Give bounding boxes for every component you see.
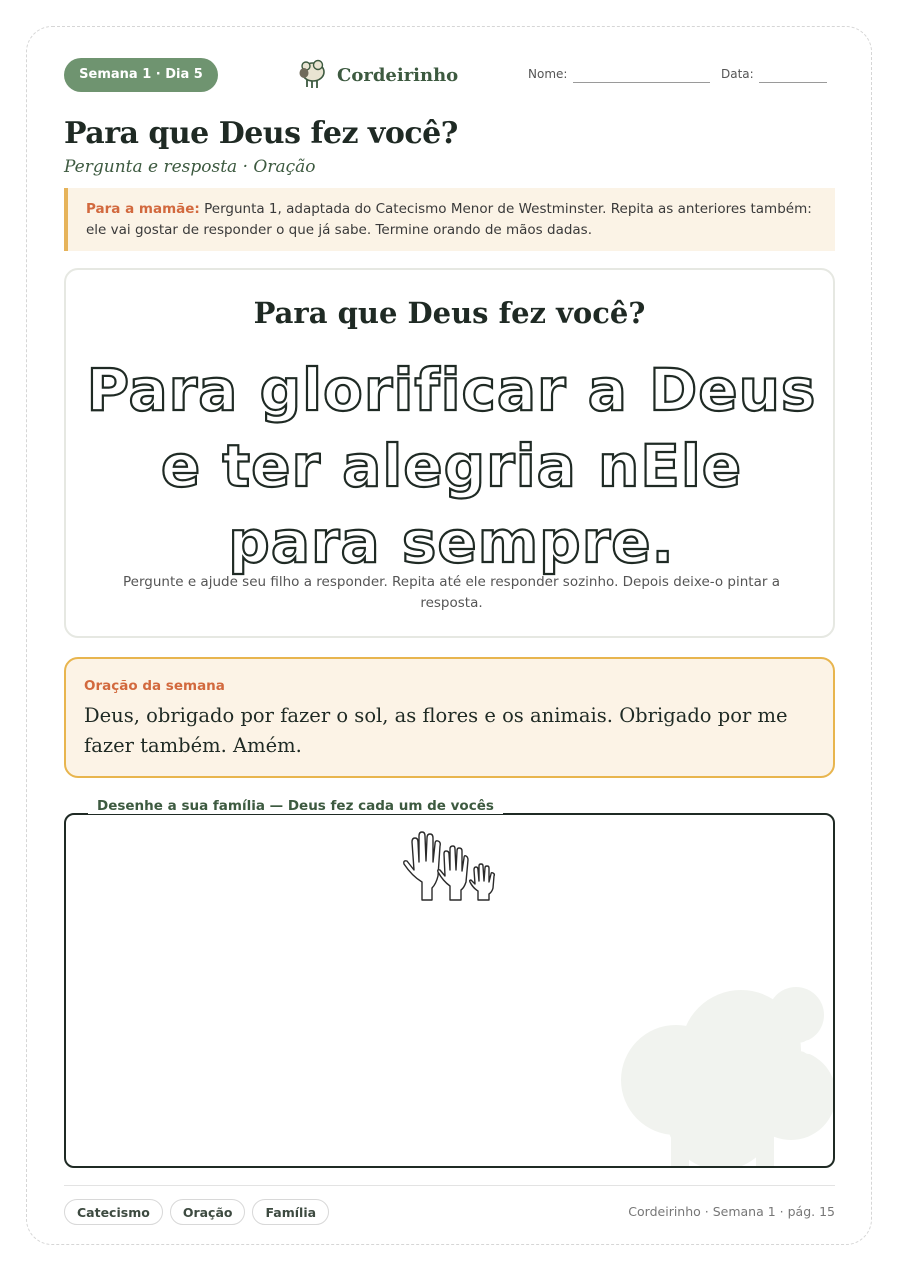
page-info: Cordeirinho · Semana 1 · pág. 15 xyxy=(628,1204,835,1219)
date-field[interactable] xyxy=(759,82,827,83)
sheep-icon xyxy=(297,58,327,92)
footer-divider xyxy=(64,1185,835,1186)
header xyxy=(64,58,836,92)
prayer-card xyxy=(64,657,835,778)
parent-note-label: Para a mamãe: xyxy=(86,201,200,217)
parent-note-text: Pergunta 1, adaptada do Catecismo Menor de Westminster. Repita as anteriores também: ele vai gostar de responder o que já sabe. Termine orando de mãos dadas. xyxy=(86,201,812,238)
answer-instruction: Pergunte e ajude seu filho a responder. Repita até ele responder sozinho. Depois deixe-o pintar a resposta. xyxy=(122,574,780,611)
sheep-watermark-icon xyxy=(621,985,835,1168)
drawing-label: Desenhe a sua família — Deus fez cada um de vocês xyxy=(88,798,503,814)
week-day-badge: Semana 1 · Dia 5 xyxy=(64,58,218,92)
prayer-text: Deus, obrigado por fazer o sol, as flores e os animais. Obrigado por me fazer também. Amém. xyxy=(84,704,788,757)
parent-note xyxy=(64,188,835,251)
page-subtitle: Pergunta e resposta · Oração xyxy=(64,157,316,177)
tag-catecismo[interactable]: Catecismo xyxy=(64,1199,163,1225)
tag-oracao[interactable]: Oração xyxy=(170,1199,246,1225)
date-label: Data: xyxy=(721,67,754,81)
name-field[interactable] xyxy=(573,82,710,83)
question-text: Para que Deus fez você? xyxy=(253,296,646,330)
name-label: Nome: xyxy=(528,67,568,81)
hands-icon xyxy=(400,830,500,918)
answer-outline-text: Para glorificar a Deus e ter alegria nEle para sempre. xyxy=(86,356,817,576)
brand-name: Cordeirinho xyxy=(337,64,459,86)
page-title: Para que Deus fez você? xyxy=(64,116,458,151)
tag-familia[interactable]: Família xyxy=(252,1199,329,1225)
footer-tags xyxy=(64,1199,329,1225)
brand xyxy=(297,58,458,92)
prayer-label: Oração da semana xyxy=(84,678,225,694)
question-answer-card xyxy=(64,268,835,638)
